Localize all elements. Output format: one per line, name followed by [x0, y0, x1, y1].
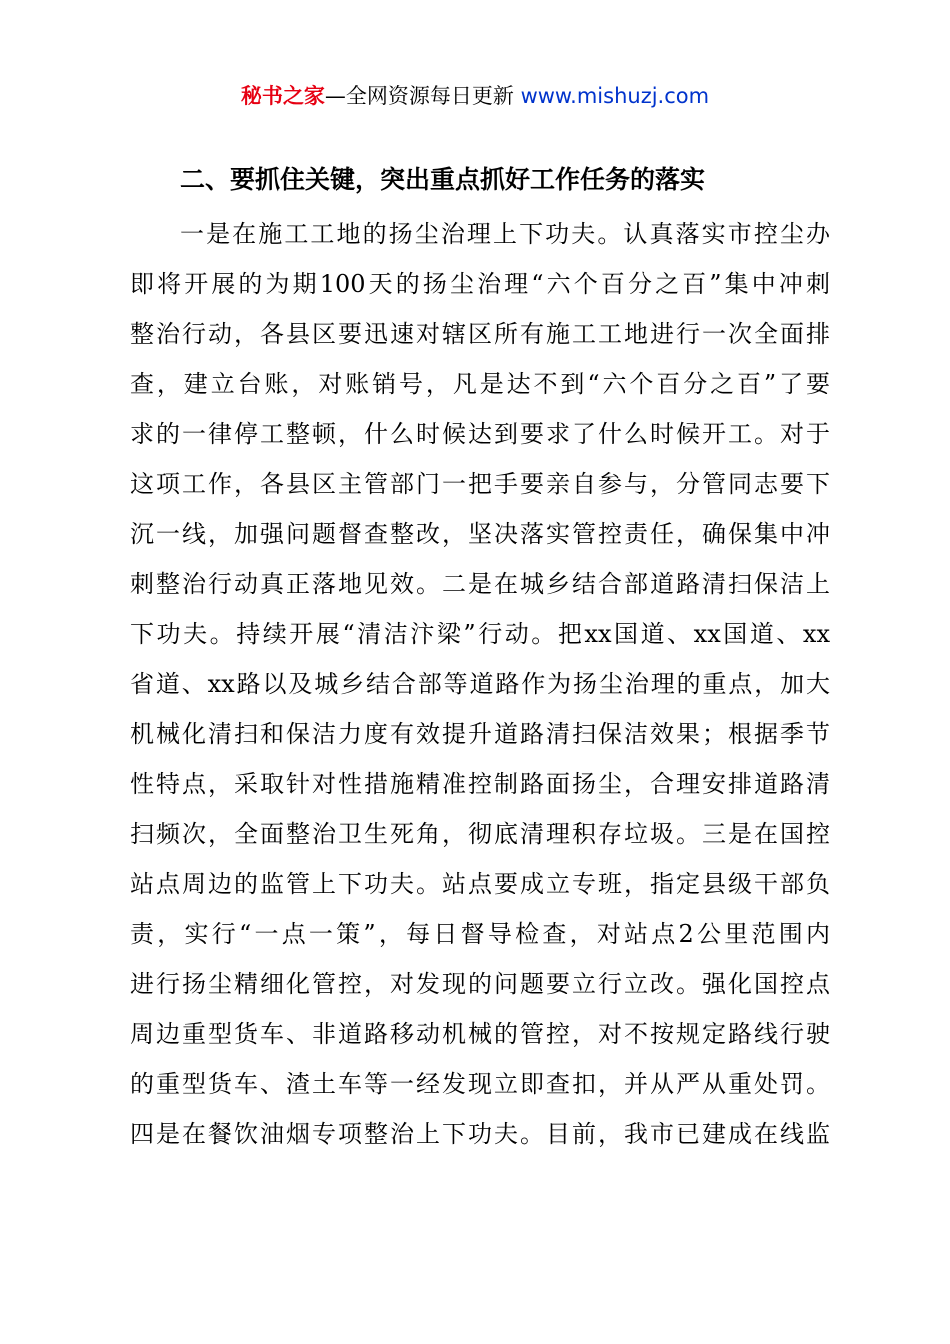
paragraph-line: 站点周边的监管上下功夫。站点要成立专班，指定县级干部负	[130, 870, 830, 898]
paragraph-line: 刺整治行动真正落地见效。二是在城乡结合部道路清扫保洁上	[130, 570, 830, 598]
paragraph-line: 求的一律停工整顿，什么时候达到要求了什么时候开工。对于	[130, 420, 830, 448]
paragraph-line: 一是在施工工地的扬尘治理上下功夫。认真落实市控尘办	[180, 220, 830, 248]
paragraph-line: 周边重型货车、非道路移动机械的管控，对不按规定路线行驶	[130, 1020, 830, 1048]
paragraph-line: 机械化清扫和保洁力度有效提升道路清扫保洁效果；根据季节	[130, 720, 830, 748]
site-url-link[interactable]: www.mishuzj.com	[520, 84, 710, 108]
paragraph-line: 整治行动，各县区要迅速对辖区所有施工工地进行一次全面排	[130, 320, 830, 348]
paragraph-line: 进行扬尘精细化管控，对发现的问题要立行立改。强化国控点	[130, 970, 830, 998]
paragraph-line: 性特点，采取针对性措施精准控制路面扬尘，合理安排道路清	[130, 770, 830, 798]
site-tagline: —全网资源每日更新	[324, 84, 521, 108]
paragraph-line: 责，实行“一点一策”，每日督导检查，对站点2公里范围内	[130, 920, 830, 948]
paragraph-line: 查，建立台账，对账销号，凡是达不到“六个百分之百”了要	[130, 370, 830, 398]
paragraph-line: 下功夫。持续开展“清洁汴梁”行动。把xx国道、xx国道、xx	[130, 620, 830, 648]
paragraph-line: 扫频次，全面整治卫生死角，彻底清理积存垃圾。三是在国控	[130, 820, 830, 848]
paragraph-line: 沉一线，加强问题督查整改，坚决落实管控责任，确保集中冲	[130, 520, 830, 548]
site-brand: 秘书之家	[240, 84, 325, 108]
paragraph-line: 省道、xx路以及城乡结合部等道路作为扬尘治理的重点，加大	[130, 670, 830, 698]
paragraph-line: 四是在餐饮油烟专项整治上下功夫。目前，我市已建成在线监	[130, 1120, 830, 1148]
paragraph-line: 即将开展的为期100天的扬尘治理“六个百分之百”集中冲刺	[130, 270, 830, 298]
paragraph-line: 的重型货车、渣土车等一经发现立即查扣，并从严从重处罚。	[130, 1070, 830, 1098]
paragraph-line: 这项工作，各县区主管部门一把手要亲自参与，分管同志要下	[130, 470, 830, 498]
section-heading: 二、要抓住关键，突出重点抓好工作任务的落实	[180, 165, 706, 194]
